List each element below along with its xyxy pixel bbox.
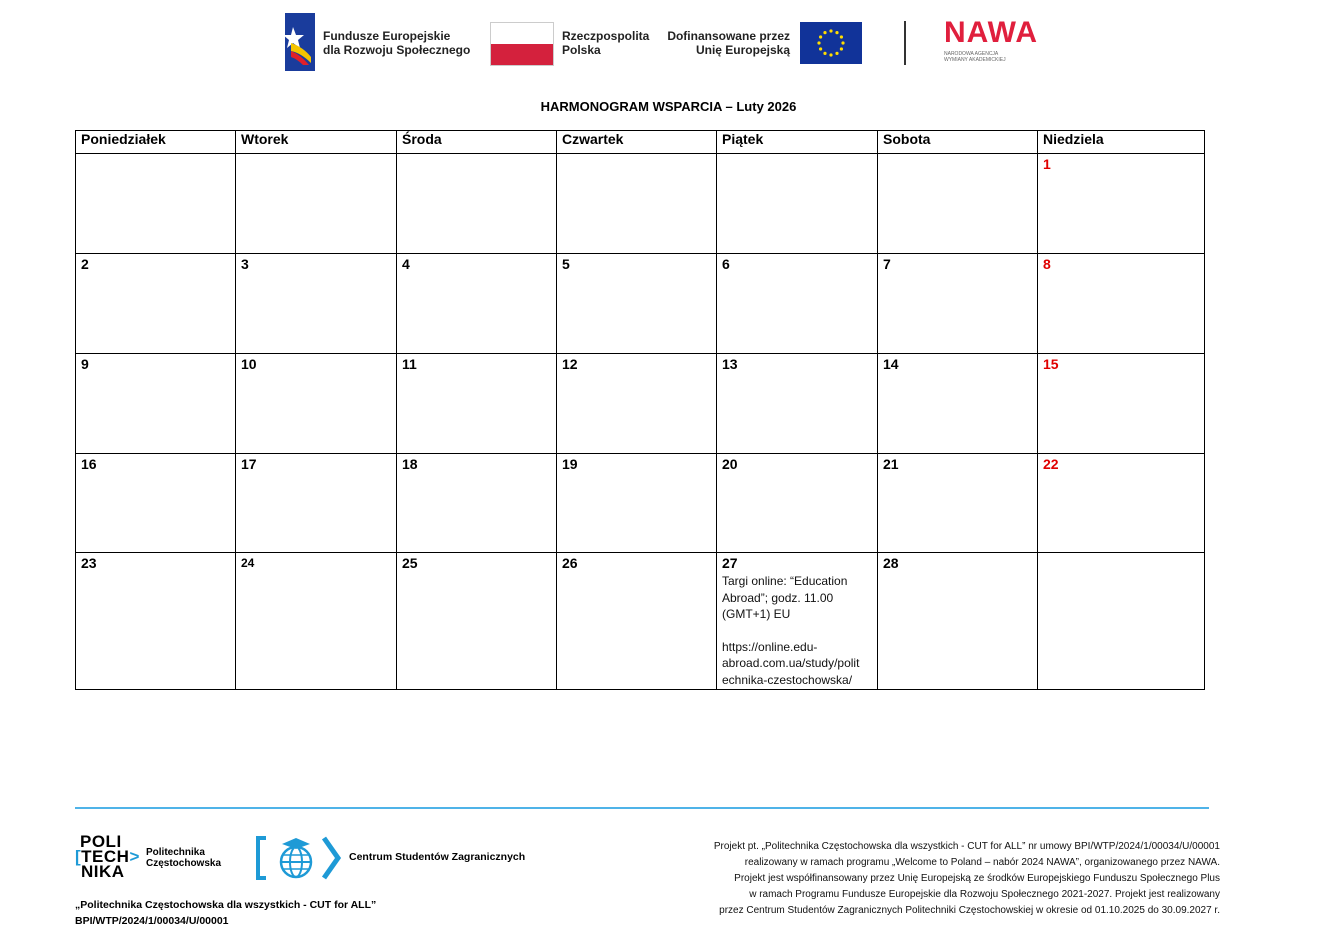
- day-number: 28: [883, 555, 899, 571]
- info-line: przez Centrum Studentów Zagranicznych Politechniki Częstochowskiej w okresie od 01.10.2025 do 30.09.2027 r.: [719, 905, 1220, 916]
- day-cell: [557, 354, 717, 454]
- poland-flag-icon: [490, 22, 554, 66]
- day-number: 9: [81, 356, 89, 372]
- project-info: [600, 839, 1220, 919]
- politechnika-name: [146, 847, 221, 869]
- day-cell-empty: [557, 154, 717, 254]
- eu-logo-text: [650, 29, 790, 57]
- day-cell-empty: [236, 154, 397, 254]
- rp-logo-text: [562, 29, 649, 57]
- eu-line2: Unię Europejską: [695, 43, 790, 57]
- day-number: 22: [1043, 456, 1059, 472]
- day-number: 7: [883, 256, 891, 272]
- day-cell: [397, 254, 557, 354]
- weekday-header-row: [76, 131, 1205, 154]
- day-cell: [236, 354, 397, 454]
- csz-name: Centrum Studentów Zagranicznych: [349, 851, 526, 863]
- event-line1: Targi online: “Education: [722, 574, 848, 588]
- day-cell: [717, 454, 878, 553]
- day-number: 6: [722, 256, 730, 272]
- day-cell: [878, 553, 1038, 690]
- day-number: 17: [241, 456, 257, 472]
- day-cell: [717, 254, 878, 354]
- week-row: [76, 254, 1205, 354]
- week-row: [76, 553, 1205, 690]
- day-cell: [1038, 354, 1205, 454]
- weekday-mon: Poniedziałek: [76, 131, 236, 154]
- logo-divider: [904, 21, 906, 65]
- day-number: 19: [562, 456, 578, 472]
- day-cell: [557, 454, 717, 553]
- info-line: realizowany w ramach programu „Welcome to Poland – nabór 2024 NAWA”, organizowanego przez NAWA.: [744, 857, 1220, 868]
- csz-globe-icon: [254, 836, 344, 880]
- poli-line3: NIKA: [81, 862, 125, 881]
- day-cell: [236, 454, 397, 553]
- page-title: HARMONOGRAM WSPARCIA – Luty 2026: [540, 99, 797, 114]
- nawa-sub2: WYMIANY AKADEMICKIEJ: [944, 57, 1006, 63]
- event-url2[interactable]: abroad.com.ua/study/polit: [722, 656, 860, 670]
- day-number: 13: [722, 356, 738, 372]
- project-line1: „Politechnika Częstochowska dla wszystkich - CUT for ALL”: [75, 899, 377, 911]
- day-number: 2: [81, 256, 89, 272]
- nawa-sub1: NARODOWA AGENCJA: [944, 51, 999, 57]
- event-details: [717, 571, 877, 688]
- poli-line1: POLI: [80, 832, 122, 851]
- fe-star-icon: [285, 13, 315, 71]
- day-cell-empty: [1038, 553, 1205, 690]
- day-cell: [76, 454, 236, 553]
- day-number: 10: [241, 356, 257, 372]
- day-cell: [878, 354, 1038, 454]
- day-number: 1: [1043, 156, 1051, 172]
- event-line2: Abroad”; godz. 11.00: [722, 590, 834, 605]
- day-cell: [76, 553, 236, 690]
- day-cell: [1038, 454, 1205, 553]
- day-number: 24: [241, 556, 255, 570]
- weekday-fri: Piątek: [717, 131, 878, 154]
- nawa-logo: [944, 18, 1054, 68]
- weekday-tue: Wtorek: [236, 131, 397, 154]
- info-line: Projekt jest współfinansowany przez Unię Europejską ze środków Europejskiego Funduszu Społecznego Plus: [734, 873, 1220, 884]
- day-cell: [878, 254, 1038, 354]
- fe-logo-line1: Fundusze Europejskie: [323, 29, 451, 43]
- day-cell: [397, 553, 557, 690]
- day-cell: [557, 553, 717, 690]
- day-number: 18: [402, 456, 418, 472]
- nawa-logo-text: NAWA: [944, 16, 1038, 49]
- day-number: 21: [883, 456, 899, 472]
- day-number: 26: [562, 555, 578, 571]
- event-url1[interactable]: https://online.edu-: [722, 639, 818, 654]
- event-line3: (GMT+1) EU: [722, 607, 791, 621]
- project-line2: BPI/WTP/2024/1/00034/U/00001: [75, 915, 229, 927]
- poli-line2: TECH: [81, 847, 130, 866]
- info-line: Projekt pt. „Politechnika Częstochowska dla wszystkich - CUT for ALL” nr umowy BPI/WTP/2024/1/00034/U/00001: [713, 841, 1220, 852]
- day-number: 11: [402, 356, 417, 372]
- rp-line2: Polska: [562, 43, 601, 57]
- week-row: [76, 354, 1205, 454]
- weekday-sat: Sobota: [878, 131, 1038, 154]
- footer-rule: [75, 807, 1209, 809]
- event-url3[interactable]: echnika-czestochowska/: [722, 672, 853, 687]
- day-cell: [397, 454, 557, 553]
- poli-name2: Częstochowska: [146, 858, 222, 869]
- day-cell: [878, 454, 1038, 553]
- day-number: 4: [402, 256, 410, 272]
- week-row: [76, 154, 1205, 254]
- weekday-thu: Czwartek: [557, 131, 717, 154]
- politechnika-logo: POLI [TECH> NIKA: [75, 832, 140, 881]
- day-cell: [236, 553, 397, 690]
- day-cell: [1038, 154, 1205, 254]
- day-cell: [76, 354, 236, 454]
- day-cell-empty: [397, 154, 557, 254]
- day-number: 16: [81, 456, 97, 472]
- day-cell-empty: [717, 154, 878, 254]
- weekday-wed: Środa: [397, 131, 557, 154]
- calendar-table: [75, 130, 1205, 690]
- day-number: 23: [81, 555, 97, 571]
- day-cell: [76, 254, 236, 354]
- day-number: 15: [1043, 356, 1059, 372]
- week-row: [76, 454, 1205, 553]
- day-number: 12: [562, 356, 578, 372]
- day-cell: [236, 254, 397, 354]
- day-number: 20: [722, 456, 738, 472]
- day-cell: [1038, 254, 1205, 354]
- fe-logo: [285, 13, 475, 71]
- day-number: 8: [1043, 256, 1051, 272]
- info-line: w ramach Programu Fundusze Europejskie dla Rozwoju Społecznego 2021-2027. Projekt jest realizowany: [749, 889, 1220, 900]
- day-cell-event: [717, 553, 878, 690]
- day-cell: [397, 354, 557, 454]
- eu-line1: Dofinansowane przez: [667, 29, 790, 43]
- day-number: 5: [562, 256, 570, 272]
- day-cell: [717, 354, 878, 454]
- day-cell-empty: [878, 154, 1038, 254]
- poli-name1: Politechnika: [146, 847, 205, 858]
- day-cell: [557, 254, 717, 354]
- weekday-sun: Niedziela: [1038, 131, 1205, 154]
- project-title: [75, 897, 376, 929]
- eu-flag-icon: [800, 22, 862, 64]
- day-number: 14: [883, 356, 899, 372]
- day-number: 27: [722, 555, 738, 571]
- day-number: 25: [402, 555, 418, 571]
- rp-line1: Rzeczpospolita: [562, 29, 650, 43]
- fe-logo-line2: dla Rozwoju Społecznego: [323, 43, 471, 57]
- day-cell-empty: [76, 154, 236, 254]
- day-number: 3: [241, 256, 249, 272]
